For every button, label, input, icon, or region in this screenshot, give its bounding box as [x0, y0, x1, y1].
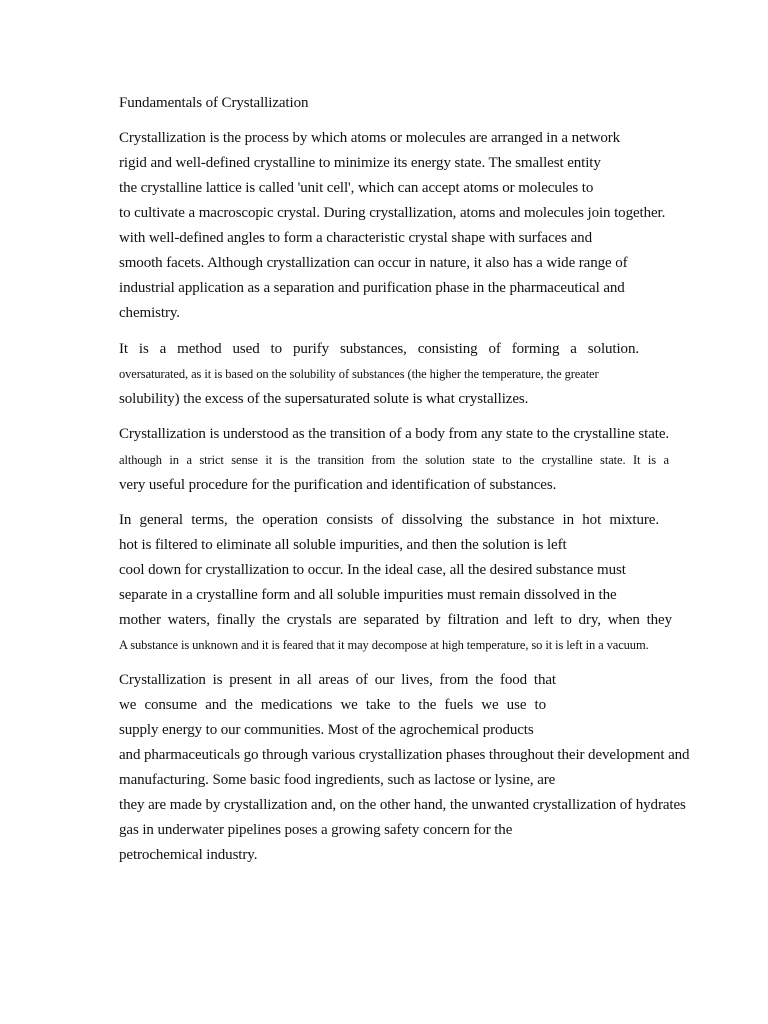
paragraph-3-line-2: although in a strict sense it is the transition from the solution state to the crystalline state. It is a	[119, 453, 669, 467]
paragraph-5-line-1: Crystallization is present in all areas of our lives, from the food that	[119, 672, 556, 688]
paragraph-5-line-4: and pharmaceuticals go through various crystallization phases throughout their development and	[119, 747, 690, 763]
paragraph-1-line-3: the crystalline lattice is called 'unit cell', which can accept atoms or molecules to	[119, 180, 594, 196]
paragraph-5-line-6: they are made by crystallization and, on the other hand, the unwanted crystallization of hydrates	[119, 797, 686, 813]
paragraph-5-line-3: supply energy to our communities. Most of the agrochemical products	[119, 722, 534, 738]
paragraph-2-line-1: It is a method used to purify substances, consisting of forming a solution.	[119, 341, 639, 357]
paragraph-5-line-7: gas in underwater pipelines poses a growing safety concern for the	[119, 822, 513, 838]
paragraph-5-line-8: petrochemical industry.	[119, 847, 258, 863]
paragraph-4-line-2: hot is filtered to eliminate all soluble impurities, and then the solution is left	[119, 537, 567, 553]
paragraph-1-line-7: industrial application as a separation and purification phase in the pharmaceutical and	[119, 280, 625, 296]
paragraph-4-line-3: cool down for crystallization to occur. In the ideal case, all the desired substance must	[119, 562, 626, 578]
paragraph-2-line-3: solubility) the excess of the supersaturated solute is what crystallizes.	[119, 391, 529, 407]
paragraph-3-line-1: Crystallization is understood as the transition of a body from any state to the crystalline state.	[119, 426, 670, 442]
paragraph-5-line-5: manufacturing. Some basic food ingredients, such as lactose or lysine, are	[119, 772, 556, 788]
paragraph-4-line-5: mother waters, finally the crystals are separated by filtration and left to dry, when they	[119, 612, 672, 628]
paragraph-4-line-1: In general terms, the operation consists of dissolving the substance in hot mixture.	[119, 512, 659, 528]
paragraph-1-line-2: rigid and well-defined crystalline to minimize its energy state. The smallest entity	[119, 155, 601, 171]
paragraph-1-line-6: smooth facets. Although crystallization can occur in nature, it also has a wide range of	[119, 255, 628, 271]
paragraph-3-line-3: very useful procedure for the purification and identification of substances.	[119, 477, 557, 493]
paragraph-1-line-1: Crystallization is the process by which atoms or molecules are arranged in a network	[119, 130, 621, 146]
paragraph-4-line-6: A substance is unknown and it is feared that it may decompose at high temperature, so it is left in a vacuum.	[119, 638, 649, 652]
paragraph-1-line-5: with well-defined angles to form a characteristic crystal shape with surfaces and	[119, 230, 592, 246]
paragraph-2-line-2: oversaturated, as it is based on the solubility of substances (the higher the temperature, the greater	[119, 367, 599, 381]
paragraph-1-line-8: chemistry.	[119, 305, 180, 321]
paragraph-1-line-4: to cultivate a macroscopic crystal. During crystallization, atoms and molecules join together.	[119, 205, 666, 221]
paragraph-4-line-4: separate in a crystalline form and all soluble impurities must remain dissolved in the	[119, 587, 617, 603]
paragraph-5-line-2: we consume and the medications we take to the fuels we use to	[119, 697, 546, 713]
document-title: Fundamentals of Crystallization	[119, 95, 309, 111]
